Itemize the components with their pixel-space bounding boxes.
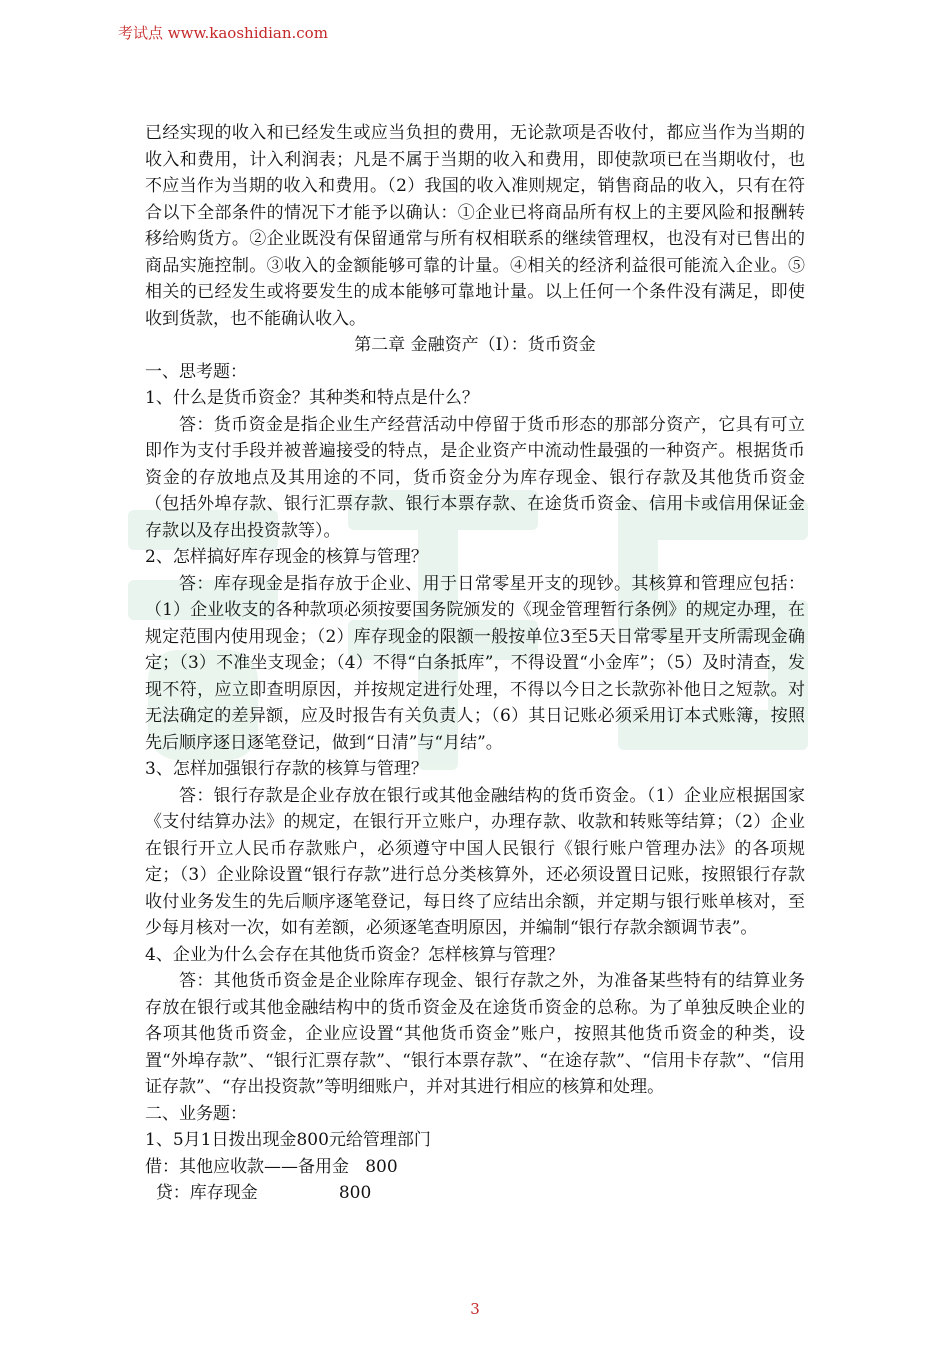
business-item-1: 1、5月1日拨出现金800元给管理部门 [145, 1130, 431, 1150]
question-4: 4、企业为什么会存在其他货币资金？怎样核算与管理？ [145, 944, 564, 965]
site-header: 考试点 www.kaoshidian.com [118, 24, 328, 42]
section-heading-thinking: 一、思考题： [145, 361, 247, 382]
question-1: 1、什么是货币资金？其种类和特点是什么？ [145, 388, 479, 408]
page-number: 3 [470, 1300, 480, 1318]
section-heading-business: 二、业务题： [145, 1103, 247, 1124]
question-3: 3、怎样加强银行存款的核算与管理？ [145, 759, 428, 779]
answer-1: 答：货币资金是指企业生产经营活动中停留于货币形态的那部分资产，它具有可立即作为支付手段并被普遍接受的特点，是企业资产中流动性最强的一种资产。根据货币资金的存放地点及其用途的不同，货币资金分为库存现金、银行存款及其他货币资金（包括外埠存款、银行汇票存款、银行本票存款、在途货币资金、信用卡或信用保证金存款以及存出投资款等）。 [145, 414, 805, 541]
answer-3: 答：银行存款是企业存放在银行或其他金融结构的货币资金。（1）企业应根据国家《支付结算办法》的规定，在银行开立账户，办理存款、收款和转账等结算；（2）企业在银行开立人民币存款账户，必须遵守中国人民银行《银行账户管理办法》的各项规定；（3）企业除设置“银行存款”进行总分类核算外，还必须设置日记账，按照银行存款收付业务发生的先后顺序逐笔登记，每日终了应结出余额，并定期与银行账单核对，至少每月核对一次，如有差额，必须逐笔查明原因，并编制“银行存款余额调节表”。 [145, 785, 805, 938]
document-body [145, 120, 805, 1207]
journal-debit-line: 借：其他应收款——备用金 800 [145, 1156, 398, 1177]
question-2: 2、怎样搞好库存现金的核算与管理？ [145, 547, 428, 567]
journal-credit-line: 贷：库存现金 800 [145, 1183, 372, 1203]
answer-4: 答：其他货币资金是企业除库存现金、银行存款之外，为准备某些特有的结算业务存放在银行或其他金融结构中的货币资金及在途货币资金的总称。为了单独反映企业的各项其他货币资金，企业应设置“其他货币资金”账户，按照其他货币资金的种类，设置“外埠存款”、“银行汇票存款”、“银行本票存款”、“在途存款”、“信用卡存款”、“信用证存款”、“存出投资款”等明细账户，并对其进行相应的核算和处理。 [145, 971, 805, 1097]
intro-paragraph: 已经实现的收入和已经发生或应当负担的费用，无论款项是否收付，都应当作为当期的收入和费用，计入利润表；凡是不属于当期的收入和费用，即使款项已在当期收付，也不应当作为当期的收入和费用。（2）我国的收入准则规定，销售商品的收入，只有在符合以下全部条件的情况下才能予以确认：①企业已将商品所有权上的主要风险和报酬转移给购货方。②企业既没有保留通常与所有权相联系的继续管理权，也没有对已售出的商品实施控制。③收入的金额能够可靠的计量。④相关的经济利益很可能流入企业。⑤相关的已经发生或将要发生的成本能够可靠地计量。以上任何一个条件没有满足，即使收到货款，也不能确认收入。 [145, 123, 805, 329]
answer-2: 答：库存现金是指存放于企业、用于日常零星开支的现钞。其核算和管理应包括：（1）企业收支的各种款项必须按要国务院颁发的《现金管理暂行条例》的规定办理，在规定范围内使用现金；（2）库存现金的限额一般按单位3至5天日常零星开支所需现金确定；（3）不准坐支现金；（4）不得“白条抵库”，不得设置“小金库”；（5）及时清查，发现不符，应立即查明原因，并按规定进行处理，不得以今日之长款弥补他日之短款。对无法确定的差异额，应及时报告有关负责人；（6）其日记账必须采用订本式账簿，按照先后顺序逐日逐笔登记，做到“日清”与“月结”。 [145, 573, 805, 753]
chapter-title: 第二章 金融资产（I）：货币资金 [354, 335, 596, 355]
